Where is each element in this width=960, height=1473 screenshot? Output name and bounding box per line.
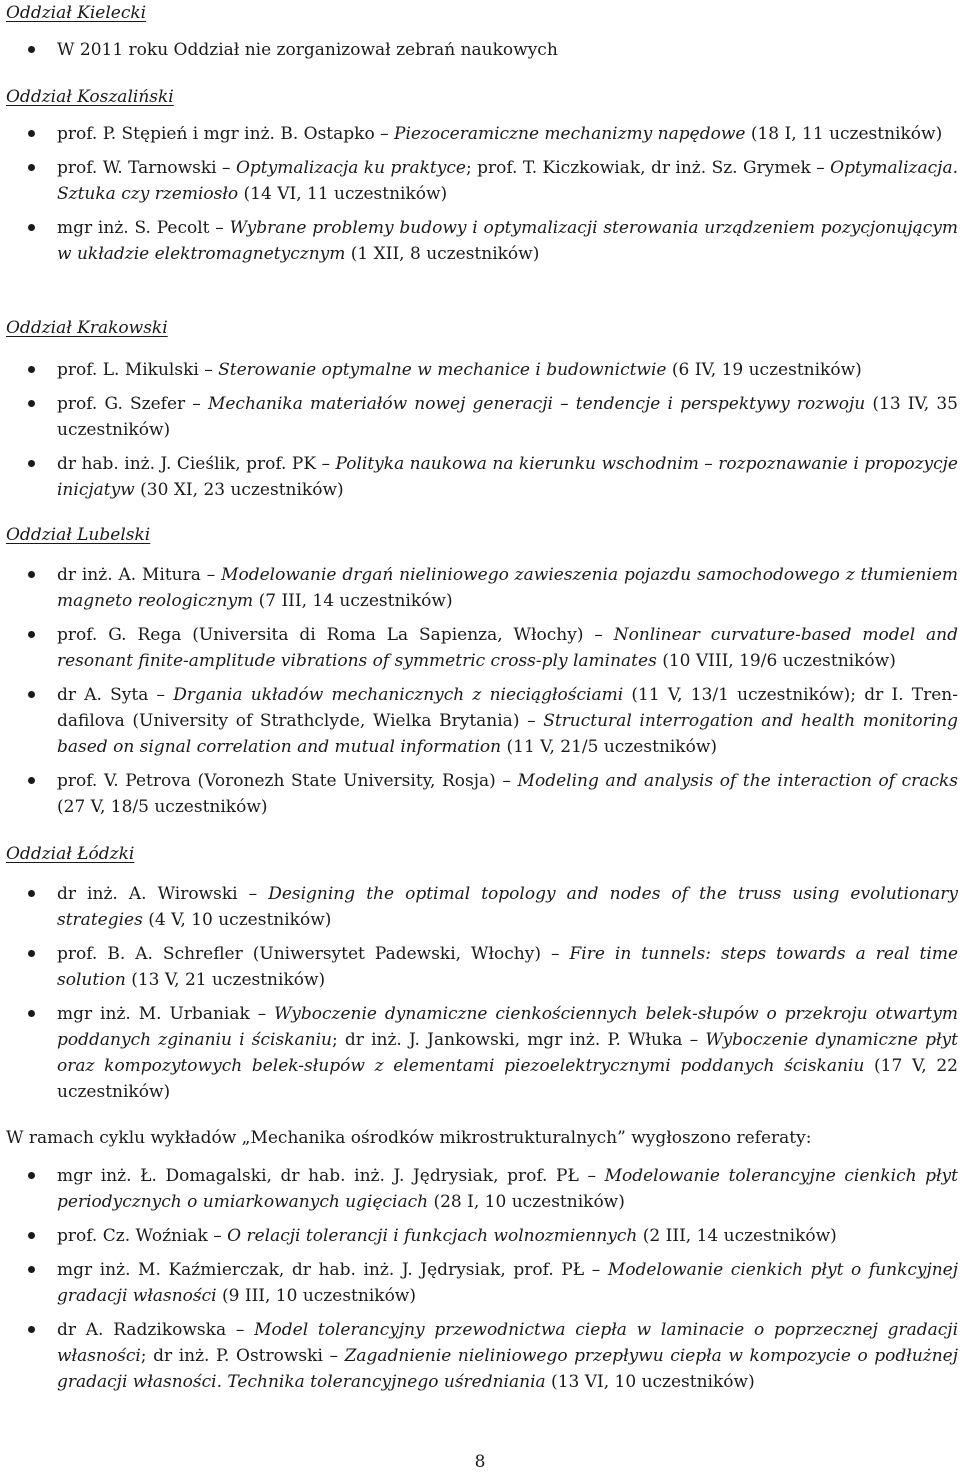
lecture-intro: W ramach cyklu wykładów „Mechanika ośrodków mikrostrukturalnych” wygłoszono referaty: <box>6 1128 812 1148</box>
entry-authors: dr A. Syta – <box>57 685 174 705</box>
entry-authors: prof. V. Petrova (Voronezh State University, Rosja) – <box>57 771 518 791</box>
bullet-icon <box>28 130 35 137</box>
bullet-icon <box>28 224 35 231</box>
entry-details: (18 I, 11 uczestników) <box>745 124 943 144</box>
entry-authors: prof. G. Szefer – <box>57 394 208 414</box>
entry-title: Model tolerancyjny przewodnictwa ciepła w laminacie o poprzecznej gradacji własności <box>57 1320 959 1366</box>
bullet-icon <box>28 571 35 578</box>
list-item <box>6 1223 958 1249</box>
section-heading: Oddział Koszaliński <box>6 87 174 107</box>
section-heading: Oddział Kielecki <box>6 3 147 23</box>
section-koszalinski <box>6 84 958 267</box>
bullet-icon <box>28 777 35 784</box>
entry-title: Piezoceramiczne mechanizmy napędowe <box>394 124 746 144</box>
entry-details: (30 XI, 23 uczestników) <box>134 480 344 500</box>
entry-details: (13 V, 21 uczestników) <box>125 970 326 990</box>
list-item <box>6 451 958 503</box>
entry-details: (1 XII, 8 uczestników) <box>345 244 540 264</box>
entry-details: (4 V, 10 uczestników) <box>142 910 332 930</box>
entry-details: (10 VIII, 19/6 uczestników) <box>656 651 896 671</box>
entry-authors: prof. G. Rega (Universita di Roma La Sapienza, Włochy) – <box>57 625 614 645</box>
entry-details: (13 VI, 10 uczestników) <box>545 1372 755 1392</box>
list-item <box>6 357 958 383</box>
bullet-icon <box>28 366 35 373</box>
list-item <box>6 155 958 207</box>
bullet-icon <box>28 46 35 53</box>
entry-list <box>6 881 958 1105</box>
entry-title: Wybrane problemy budowy i optymalizacji sterowania urządzeniem pozycjonującym w układzie elektromagnetycznym <box>57 218 958 264</box>
lecture-series <box>6 1125 958 1395</box>
entry-authors: dr inż. A. Mitura – <box>57 565 222 585</box>
entry-authors: mgr inż. M. Urbaniak – <box>57 1004 275 1024</box>
entry-text: W 2011 roku Oddział nie zorganizował zebrań naukowych <box>57 40 558 60</box>
entry-details: (11 V, 13/1 uczestników); dr I. Trendafilova (University of Strathclyde, Wielka Brytania) – <box>57 685 959 731</box>
entry-details: (6 IV, 19 uczestników) <box>666 360 862 380</box>
list-item <box>6 562 958 614</box>
entry-details: (17 V, 22 uczestników) <box>57 1056 958 1102</box>
entry-title: Structural interrogation and health monitoring based on signal correlation and mutual information <box>57 711 959 757</box>
entry-title: Nonlinear curvature-based model and resonant finite-amplitude vibrations of symmetric cross-ply laminates <box>57 625 958 671</box>
entry-title: Wyboczenie dynamiczne cienkościennych belek-słupów o przekroju otwartym poddanych zginaniu i ściskaniu <box>57 1004 958 1050</box>
list-item <box>6 768 958 820</box>
section-kielecki <box>6 0 958 63</box>
bullet-icon <box>28 1010 35 1017</box>
entry-title: O relacji tolerancji i funkcjach wolnozmiennych <box>227 1226 638 1246</box>
list-item <box>6 1257 958 1309</box>
entry-title: Fire in tunnels: steps towards a real time solution <box>57 944 959 990</box>
list-item <box>6 1001 958 1105</box>
entry-title: Designing the optimal topology and nodes of the truss using evolutionary strategies <box>57 884 958 930</box>
bullet-icon <box>28 1232 35 1239</box>
page-number: 8 <box>474 1452 486 1472</box>
entry-list <box>6 562 958 820</box>
bullet-icon <box>28 400 35 407</box>
entry-authors: ; dr inż. P. Ostrowski – <box>140 1346 345 1366</box>
entry-authors: dr A. Radzikowska – <box>57 1320 255 1340</box>
entry-title: Modelowanie tolerancyjne cienkich płyt periodycznych o umiarkowanych ugięciach <box>57 1166 958 1212</box>
bullet-icon <box>28 1266 35 1273</box>
entry-authors: mgr inż. Ł. Domagalski, dr hab. inż. J. Jędrysiak, prof. PŁ – <box>57 1166 605 1186</box>
entry-details: (13 IV, 35 uczestników) <box>57 394 958 440</box>
list-item <box>6 1163 958 1215</box>
entry-list <box>6 37 958 63</box>
entry-list <box>6 357 958 503</box>
list-item <box>6 881 958 933</box>
section-heading: Oddział Łódzki <box>6 844 135 864</box>
list-item <box>6 682 958 760</box>
list-item <box>6 622 958 674</box>
entry-details: (28 I, 10 uczestników) <box>428 1192 625 1212</box>
entry-title: Modelowanie drgań nieliniowego zawieszenia pojazdu samochodowego z tłumieniem magneto reologicznym <box>57 565 959 611</box>
entry-title: Optymalizacja. Sztuka czy rzemiosło <box>57 158 958 204</box>
entry-authors: ; dr inż. J. Jankowski, mgr inż. P. Włuka – <box>331 1030 706 1050</box>
entry-title: Drgania układów mechanicznych z nieciągłościami <box>173 685 624 705</box>
bullet-icon <box>28 1172 35 1179</box>
bullet-icon <box>28 1326 35 1333</box>
section-krakowski <box>6 315 958 503</box>
entry-details: (9 III, 10 uczestników) <box>216 1286 416 1306</box>
list-item <box>6 121 958 147</box>
entry-details: (2 III, 14 uczestników) <box>637 1226 837 1246</box>
bullet-icon <box>28 950 35 957</box>
entry-authors: prof. W. Tarnowski – <box>57 158 236 178</box>
section-heading: Oddział Lubelski <box>6 525 151 545</box>
bullet-icon <box>28 164 35 171</box>
entry-authors: dr inż. A. Wirowski – <box>57 884 269 904</box>
entry-authors: prof. B. A. Schrefler (Uniwersytet Padewski, Włochy) – <box>57 944 570 964</box>
entry-details: (27 V, 18/5 uczestników) <box>57 797 268 817</box>
list-item <box>6 941 958 993</box>
entry-title: Modeling and analysis of the interaction of cracks <box>517 771 958 791</box>
entry-list <box>6 121 958 267</box>
entry-authors: prof. L. Mikulski – <box>57 360 219 380</box>
entry-authors: prof. Cz. Woźniak – <box>57 1226 228 1246</box>
entry-title: Wyboczenie dynamiczne płyt oraz kompozytowych belek-słupów z elementami piezoelektrycznymi poddanych ściskaniu <box>57 1030 958 1076</box>
entry-title: Mechanika materiałów nowej generacji – tendencje i perspektywy rozwoju <box>207 394 866 414</box>
entry-authors: prof. P. Stępień i mgr inż. B. Ostapko – <box>57 124 394 144</box>
entry-details: (11 V, 21/5 uczestników) <box>501 737 718 757</box>
entry-title: Sterowanie optymalne w mechanice i budownictwie <box>218 360 667 380</box>
entry-authors: mgr inż. S. Pecolt – <box>57 218 230 238</box>
bullet-icon <box>28 460 35 467</box>
section-lubelski <box>6 522 958 820</box>
entry-authors: mgr inż. M. Kaźmierczak, dr hab. inż. J. Jędrysiak, prof. PŁ – <box>57 1260 608 1280</box>
list-item <box>6 215 958 267</box>
entry-authors: dr hab. inż. J. Cieślik, prof. PK – <box>57 454 336 474</box>
list-item <box>6 391 958 443</box>
list-item <box>6 1317 958 1395</box>
entry-details: (7 III, 14 uczestników) <box>253 591 453 611</box>
section-lodzki <box>6 841 958 1105</box>
lecture-list <box>6 1163 958 1395</box>
entry-authors: ; prof. T. Kiczkowiak, dr inż. Sz. Grymek – <box>465 158 831 178</box>
bullet-icon <box>28 691 35 698</box>
bullet-icon <box>28 631 35 638</box>
entry-title: Polityka naukowa na kierunku wschodnim – rozpoznawanie i propozycje inicjatyw <box>57 454 958 500</box>
bullet-icon <box>28 890 35 897</box>
entry-title: Modelowanie cienkich płyt o funkcyjnej gradacji własności <box>57 1260 958 1306</box>
section-heading: Oddział Krakowski <box>6 318 168 338</box>
list-item <box>6 37 958 63</box>
entry-title: Zagadnienie nieliniowego przepływu ciepła w kompozycie o podłużnej gradacji własności. Technika tolerancyjnego uśredniania <box>57 1346 959 1392</box>
entry-title: Optymalizacja ku praktyce <box>235 158 466 178</box>
entry-details: (14 VI, 11 uczestników) <box>238 184 448 204</box>
